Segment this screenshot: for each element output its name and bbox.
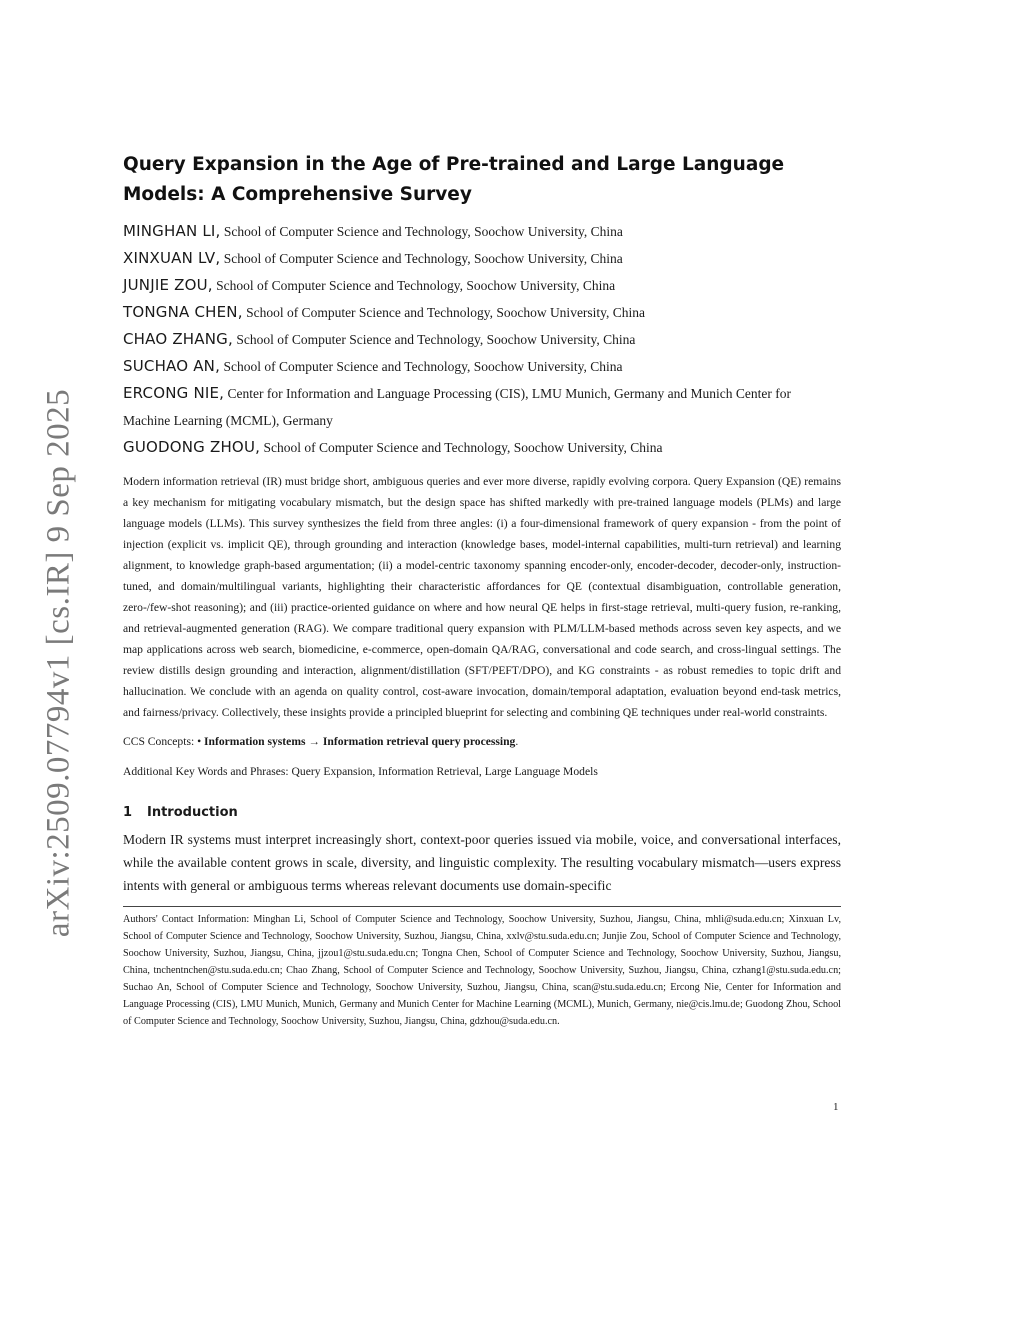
author-entry [123,434,841,461]
author-affiliation: School of Computer Science and Technology, Soochow University, China [223,224,623,239]
page-number: 1 [833,1101,839,1113]
author-list [123,218,841,461]
abstract: Modern information retrieval (IR) must bridge short, ambiguous queries and ever more diverse, rapidly evolving corpora. Query Expansion (QE) remains a key mechanism for mitigating vocabulary mismatch, but the design space has shifted markedly with pre-trained language models (PLMs) and large language models (LLMs). This survey synthesizes the field from three angles: (i) a four-dimensional framework of query expansion - from the point of injection (explicit vs. implicit QE), through grounding and interaction (knowledge bases, model-internal capabilities, multi-turn retrieval) and learning alignment, to knowledge graph-based argumentation; (ii) a model-centric taxonomy spanning encoder-only, encoder-decoder, decoder-only, instruction-tuned, and domain/multilingual variants, highlighting their characteristic affordances for QE (contextual disambiguation, controllable generation, zero-/few-shot reasoning); and (iii) practice-oriented guidance on where and how neural QE helps in first-stage retrieval, multi-query fusion, re-ranking, and retrieval-augmented generation (RAG). We compare traditional query expansion with PLM/LLM-based methods across seven key aspects, and we map applications across web search, biomedicine, e-commerce, open-domain QA/RAG, conversational and code search, and cross-lingual settings. The review distills design grounding and interaction, alignment/distillation (SFT/PEFT/DPO), and KG constraints - as robust remedies to topic drift and hallucination. We conclude with an agenda on quality control, cost-aware invocation, domain/temporal adaptation, evaluation beyond end-task metrics, and fairness/privacy. Collectively, these insights provide a principled blueprint for selecting and combining QE techniques under real-world constraints. [123,475,841,719]
section-title: Introduction [147,804,238,820]
author-name: XINXUAN LV, [123,249,221,267]
author-entry [123,272,841,299]
introduction-paragraph: Modern IR systems must interpret increasingly short, context-poor queries issued via mobile, voice, and conversational interfaces, while the available content grows in scale, diversity, and linguistic complexity. The resulting vocabulary mismatch—users express intents with general or ambiguous terms whereas relevant documents use domain-specific [123,831,841,893]
author-name: MINGHAN LI, [123,222,221,240]
ccs-concept: Information systems [204,734,306,748]
author-affiliation: School of Computer Science and Technology, Soochow University, China [216,278,616,293]
author-name: ERCONG NIE, [123,384,225,402]
author-affiliation: School of Computer Science and Technology, Soochow University, China [236,332,636,347]
arxiv-identifier-stamp: arXiv:2509.07794v1 [cs.IR] 9 Sep 2025 [40,388,77,938]
ccs-prefix: CCS Concepts: • [123,734,205,748]
section-number: 1 [123,804,133,820]
ccs-arrow: → [305,734,323,748]
author-affiliation: Center for Information and Language Processing (CIS), LMU Munich, Germany and Munich Center for Machine Learning (MCML), Germany [123,386,791,428]
ccs-subconcept: Information retrieval query processing [322,734,516,748]
author-entry [123,380,841,434]
author-entry [123,245,841,272]
author-name: JUNJIE ZOU, [123,276,213,294]
author-affiliation: School of Computer Science and Technology, Soochow University, China [263,440,663,455]
paper-title: Query Expansion in the Age of Pre-trained and Large Language Models: A Comprehensive Survey [123,154,785,205]
ccs-suffix: . [515,734,519,748]
author-contact-footnote: Authors' Contact Information: Minghan Li, School of Computer Science and Technology, Soochow University, Suzhou, Jiangsu, China, mhli@suda.edu.cn; Xinxuan Lv, School of Computer Science and Technology, Soochow University, Suzhou, Jiangsu, China, xxlv@stu.suda.edu.cn; Junjie Zou, School of Computer Science and Technology, Soochow University, Suzhou, Jiangsu, China, jjzou1@stu.suda.edu.cn; Tongna Chen, School of Computer Science and Technology, Soochow University, Suzhou, Jiangsu, China, tnchentnchen@stu.suda.edu.cn; Chao Zhang, School of Computer Science and Technology, Soochow University, Suzhou, Jiangsu, China, czhang1@stu.suda.edu.cn; Suchao An, School of Computer Science and Technology, Soochow University, Suzhou, Jiangsu, China, scan@stu.suda.edu.cn; Ercong Nie, Center for Information and Language Processing (CIS), LMU Munich, Munich, Germany and Munich Center for Machine Learning (MCML), Munich, Germany, nie@cis.lmu.de; Guodong Zhou, School of Computer Science and Technology, Soochow University, Suzhou, Jiangsu, China, gdzhou@suda.edu.cn. [123,913,841,1027]
ccs-concepts [123,735,841,748]
author-entry [123,326,841,353]
author-entry [123,218,841,245]
paper-first-page [123,150,841,1030]
author-name: TONGNA CHEN, [123,303,243,321]
author-affiliation: School of Computer Science and Technology, Soochow University, China [246,305,646,320]
author-name: CHAO ZHANG, [123,330,233,348]
author-affiliation: School of Computer Science and Technology, Soochow University, China [223,359,623,374]
author-entry [123,353,841,380]
keywords: Additional Key Words and Phrases: Query Expansion, Information Retrieval, Large Language Models [123,764,598,778]
author-name: GUODONG ZHOU, [123,438,261,456]
footnote-divider [123,906,841,907]
section-heading [123,805,841,820]
author-affiliation: School of Computer Science and Technology, Soochow University, China [223,251,623,266]
author-name: SUCHAO AN, [123,357,221,375]
author-entry [123,299,841,326]
